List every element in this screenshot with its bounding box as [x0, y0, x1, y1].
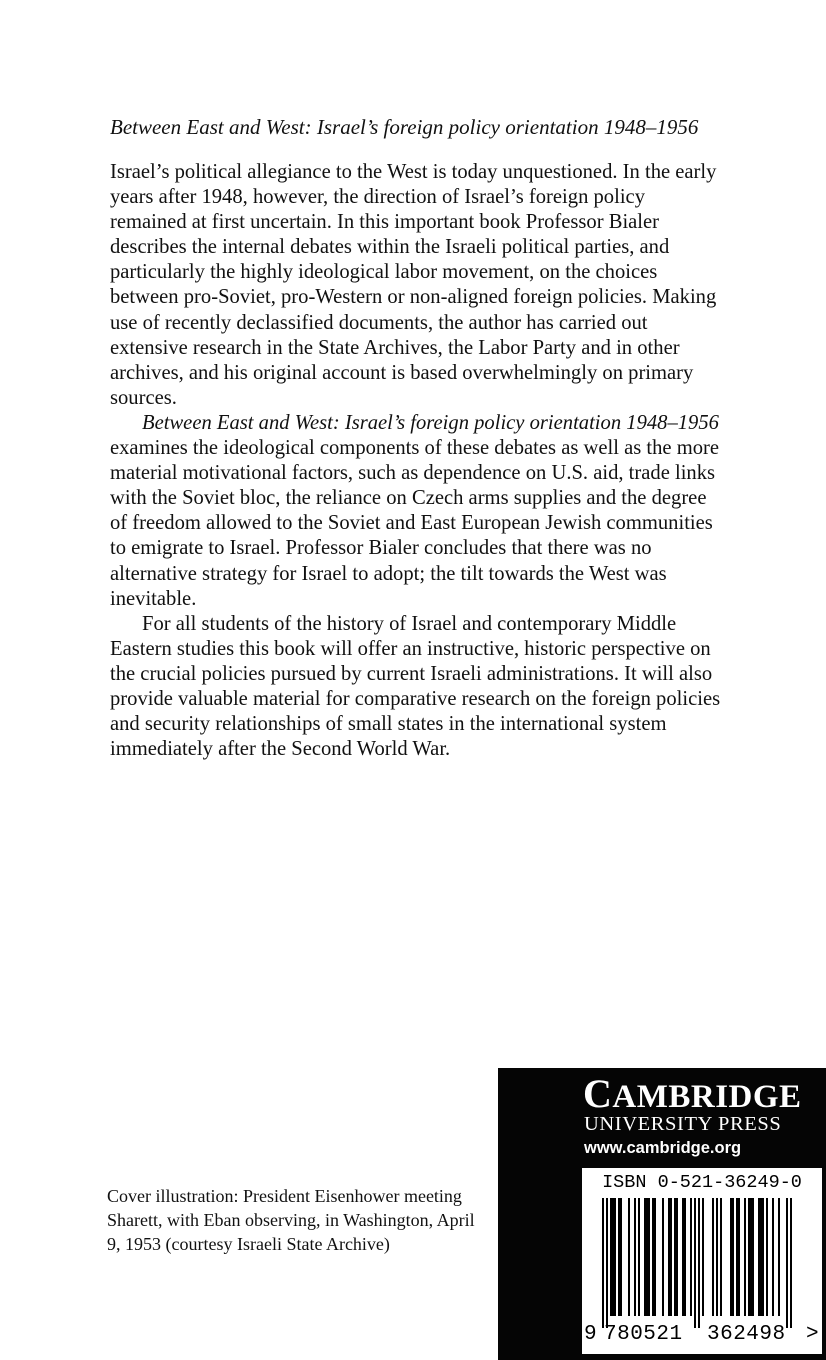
barcode-bar [654, 1198, 656, 1316]
barcode-bar [716, 1198, 718, 1316]
barcode-bar [732, 1198, 734, 1316]
ean-left-group: 780521 [604, 1323, 683, 1346]
isbn-label: ISBN 0-521-36249-0 [602, 1172, 802, 1193]
barcode-bar [736, 1198, 738, 1316]
blurb-paragraph-2 [110, 411, 722, 612]
isbn-barcode [582, 1168, 822, 1354]
barcode-bar [712, 1198, 714, 1316]
barcode-bar [738, 1198, 740, 1316]
barcode-bar [744, 1198, 746, 1316]
publisher-url: www.cambridge.org [584, 1139, 742, 1157]
barcode-bar [618, 1198, 620, 1316]
barcode-bar [748, 1198, 750, 1316]
barcode-bar [668, 1198, 670, 1316]
barcode-bar [638, 1198, 640, 1316]
barcode-bar [682, 1198, 684, 1316]
publisher-name-rest: AMBRIDGE [612, 1079, 802, 1115]
barcode-bar [772, 1198, 774, 1316]
barcode-guard-bar [790, 1198, 792, 1328]
barcode-bar [610, 1198, 612, 1316]
barcode-bars [586, 1198, 818, 1328]
ean-lead-digit: 9 [584, 1323, 597, 1346]
barcode-bar [652, 1198, 654, 1316]
blurb-paragraph-3: For all students of the history of Israel and contemporary Middle Eastern studies this book will offer an instructive, historic perspective on the crucial policies pursued by current Israeli administrations. It will also provide valuable material for comparative research on the foreign policies and security relationships of small states in the international system immediately after the Second World War. [110, 612, 721, 761]
barcode-bar [760, 1198, 762, 1316]
publisher-panel [498, 1068, 826, 1360]
barcode-bar [628, 1198, 630, 1316]
barcode-bar [662, 1198, 664, 1316]
barcode-bar [758, 1198, 760, 1316]
barcode-bar [690, 1198, 692, 1316]
barcode-bar [646, 1198, 648, 1316]
barcode-bar [752, 1198, 754, 1316]
barcode-bar [612, 1198, 614, 1316]
quiet-zone-arrow: > [806, 1323, 819, 1346]
barcode-guard-bar [786, 1198, 788, 1328]
barcode-bar [676, 1198, 678, 1316]
barcode-bar [634, 1198, 636, 1316]
barcode-bar [720, 1198, 722, 1316]
blurb-paragraph-1: Israel’s political allegiance to the West is today unquestioned. In the early years after 1948, however, the direction of Israel’s foreign policy remained at first uncertain. In this important book Professor Bialer describes the internal debates within the Israeli political parties, and particularly the highly ideological labor movement, on the choices between pro-Soviet, pro-Western or non-aligned foreign policies. Making use of recently declassified documents, the author has carried out extensive research in the State Archives, the Labor Party and in other archives, and his original account is based overwhelmingly on primary sources. [110, 161, 717, 409]
barcode-bar [648, 1198, 650, 1316]
barcode-guard-bar [602, 1198, 604, 1328]
barcode-guard-bar [694, 1198, 696, 1328]
publisher-name [583, 1071, 823, 1116]
barcode-guard-bar [698, 1198, 700, 1328]
barcode-bar [750, 1198, 752, 1316]
barcode-bar [674, 1198, 676, 1316]
barcode-bar [620, 1198, 622, 1316]
barcode-bar [702, 1198, 704, 1316]
barcode-bar [684, 1198, 686, 1316]
ean-right-group: 362498 [707, 1323, 786, 1346]
barcode-guard-bar [606, 1198, 608, 1328]
barcode-bar [762, 1198, 764, 1316]
barcode-bar [614, 1198, 616, 1316]
barcode-bar [644, 1198, 646, 1316]
blurb-paragraph-2-text: examines the ideological components of these debates as well as the more material motivational factors, such as dependence on U.S. aid, trade links with the Soviet bloc, the reliance on Czech arms supplies and the degree of freedom allowed to the Soviet and East European Jewish communities to emigrate to Israel. Professor Bialer concludes that there was no alternative strategy for Israel to adopt; the tilt towards the West was inevitable. [110, 437, 720, 610]
ean-digits-row [582, 1322, 822, 1348]
book-title-heading: Between East and West: Israel’s foreign policy orientation 1948–1956 [110, 115, 699, 139]
publisher-subtitle: UNIVERSITY PRESS [584, 1113, 782, 1135]
barcode-bar [766, 1198, 768, 1316]
blurb-text [110, 160, 722, 762]
cover-illustration-credit: Cover illustration: President Eisenhower meeting Sharett, with Eban observing, in Washington, April 9, 1953 (courtesy Israeli State Archive) [107, 1186, 475, 1254]
barcode-bar [670, 1198, 672, 1316]
barcode-bar [730, 1198, 732, 1316]
blurb-paragraph-2-title: Between East and West: Israel’s foreign policy orientation 1948–1956 [142, 411, 719, 434]
barcode-bar [778, 1198, 780, 1316]
publisher-name-initial: C [583, 1071, 613, 1116]
